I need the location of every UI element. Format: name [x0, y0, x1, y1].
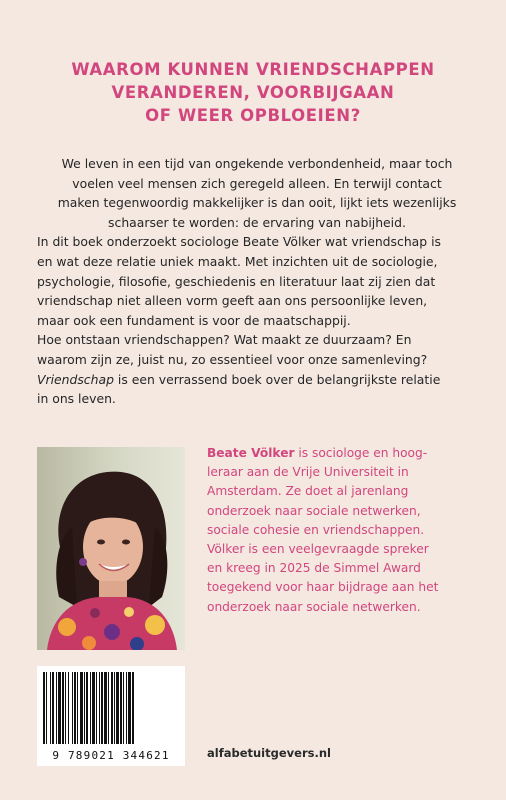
bio-line: Amsterdam. Ze doet al jarenlang — [207, 484, 409, 499]
blurb-line: en wat deze relatie uniek maakt. Met inzichten uit de sociologie, — [37, 253, 438, 269]
heading-line-2: VERANDEREN, VOORBIJGAAN — [111, 83, 395, 102]
blurb-line: schaarser te worden: de ervaring van nabijheid. — [108, 214, 406, 230]
blurb-line-rest: is een verrassend boek over de belangrijkste relatie — [113, 371, 441, 387]
author-photo — [37, 447, 185, 650]
cover-heading — [30, 58, 476, 127]
bio-line — [207, 444, 477, 463]
bio-line-rest: is sociologe en hoog- — [294, 446, 428, 460]
heading-line-3: OF WEER OPBLOEIEN? — [145, 106, 361, 125]
blurb-line: waarom zijn ze, juist nu, zo essentieel voor onze samenleving? — [37, 351, 428, 367]
blurb-line: maar ook een fundament is voor de maatschappij. — [37, 312, 351, 328]
publisher-url: alfabetuitgevers.nl — [207, 746, 331, 760]
bio-line: onderzoek naar sociale netwerken, — [207, 503, 421, 518]
bio-line: Völker is een veelgevraagde spreker — [207, 542, 429, 557]
book-title-italic: Vriendschap — [37, 371, 114, 387]
bio-line: sociale cohesie en vriendschappen. — [207, 522, 425, 537]
blurb-line: voelen veel mensen zich geregeld alleen. En terwijl contact — [72, 175, 442, 191]
author-bio — [207, 444, 477, 617]
blurb-text — [37, 154, 477, 409]
blurb-line: psychologie, filosofie, geschiedenis en literatuur laat zij zien dat — [37, 273, 436, 289]
heading-line-1: WAAROM KUNNEN VRIENDSCHAPPEN — [71, 60, 435, 79]
blurb-line: in ons leven. — [37, 391, 116, 407]
bio-line: onderzoek naar sociale netwerken. — [207, 599, 421, 614]
bio-line: en kreeg in 2025 de Simmel Award — [207, 561, 421, 576]
isbn-barcode — [37, 666, 185, 766]
blurb-line: We leven in een tijd van ongekende verbondenheid, maar toch — [61, 156, 453, 171]
barcode-bars — [43, 672, 179, 744]
isbn-number: 9 789021 344621 — [52, 749, 170, 762]
blurb-line: maken tegenwoordig makkelijker is dan ooit, lijkt iets wezenlijks — [57, 195, 457, 211]
blurb-line: vriendschap niet alleen vorm geeft aan ons persoonlijke leven, — [37, 293, 428, 309]
author-name: Beate Völker — [207, 446, 295, 460]
bio-line: toegekend voor haar bijdrage aan het — [207, 580, 439, 595]
bio-line: leraar aan de Vrije Universiteit in — [207, 465, 409, 480]
blurb-line: In dit boek onderzoekt sociologe Beate Völker wat vriendschap is — [37, 234, 441, 250]
blurb-line — [37, 370, 477, 390]
blurb-line: Hoe ontstaan vriendschappen? Wat maakt ze duurzaam? En — [37, 332, 412, 348]
